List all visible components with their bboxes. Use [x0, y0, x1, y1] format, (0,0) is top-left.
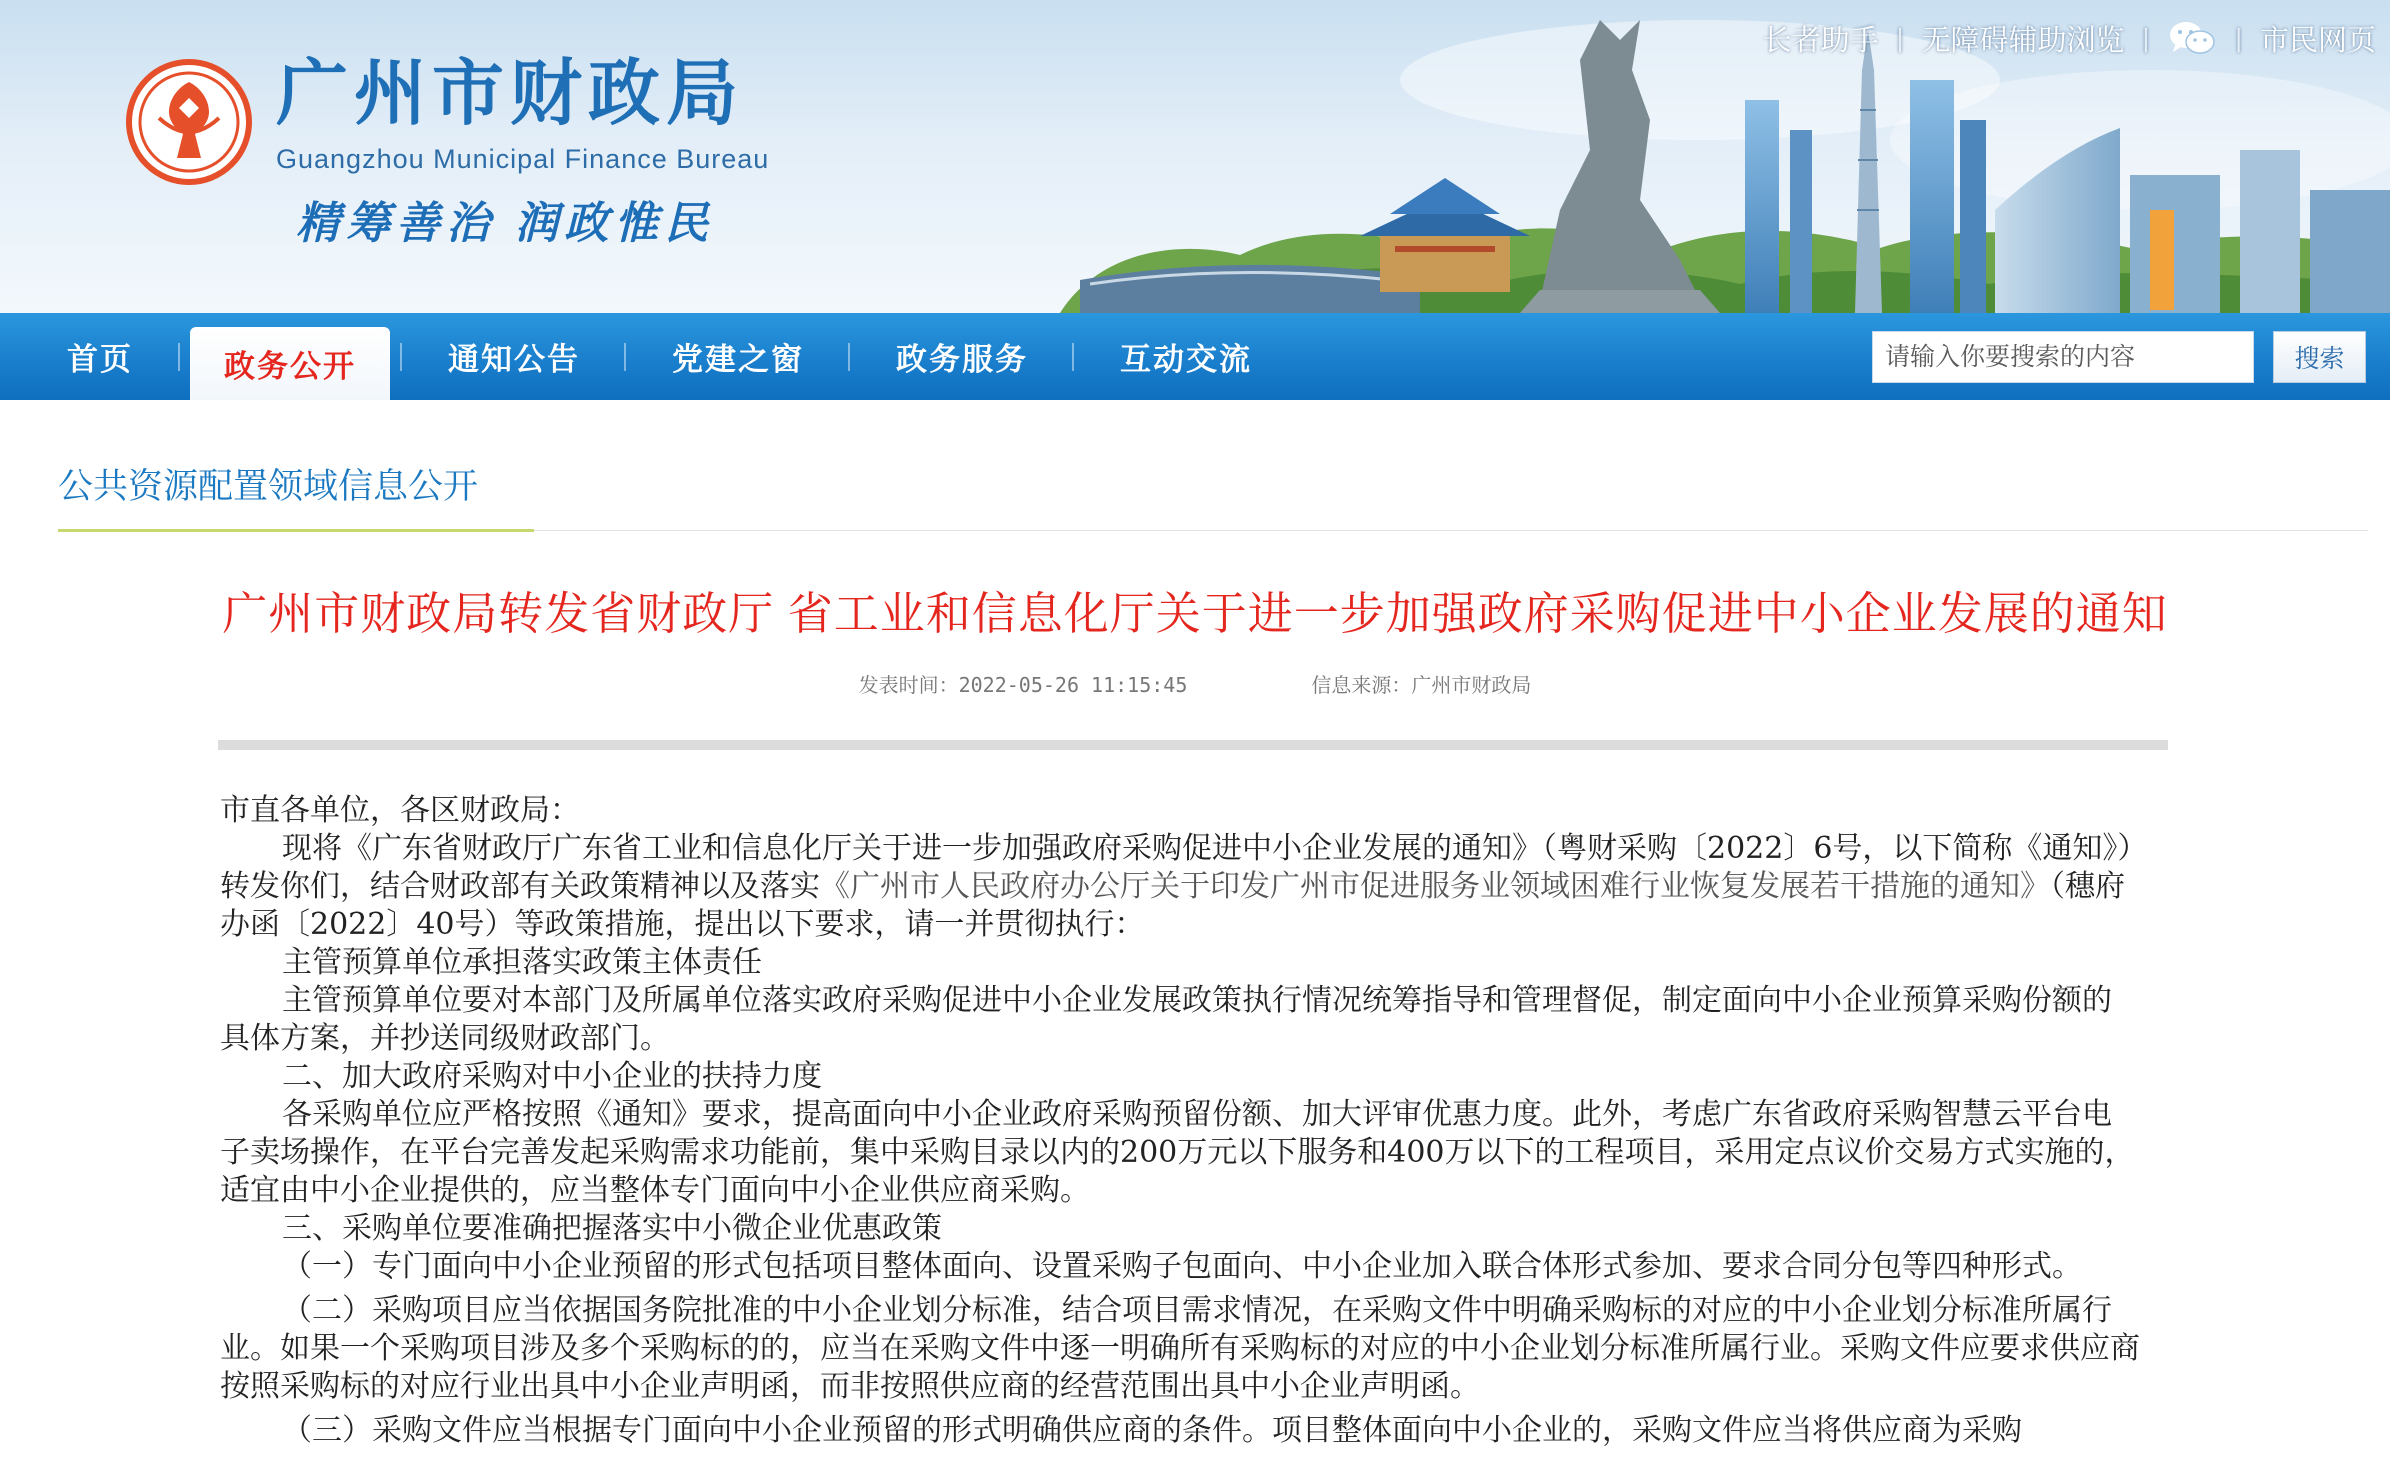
- paragraph: （三）采购文件应当根据专门面向中小企业预留的形式明确供应商的条件。项目整体面向中小企业的，采购文件应当将供应商为采购: [282, 1413, 2022, 1448]
- article-body: [220, 792, 2140, 1450]
- article-meta: [0, 675, 2390, 695]
- nav-divider: [848, 343, 850, 371]
- nav-divider: [624, 343, 626, 371]
- nav-item-gov-affairs-open[interactable]: 政务公开: [190, 327, 390, 400]
- search-button[interactable]: 搜索: [2273, 331, 2366, 383]
- logo-chinese-name: 广州市财政局: [276, 54, 745, 134]
- article-title: 广州市财政局转发省财政厅 省工业和信息化厅关于进一步加强政府采购促进中小企业发展的通知: [222, 588, 2168, 639]
- paragraph-text: （穗府办函〔2022〕40号）等政策措施，提出以下要求，请一并贯彻执行：: [220, 869, 2125, 942]
- paragraph: （一）专门面向中小企业预留的形式包括项目整体面向、设置采购子包面向、中小企业加入联合体形式参加、要求合同分包等四种形式。: [282, 1249, 2082, 1284]
- divider: |: [2235, 22, 2242, 53]
- salutation: 市直各单位，各区财政局：: [220, 793, 580, 828]
- city-emblem-icon: [125, 58, 253, 186]
- nav-divider: [400, 343, 402, 371]
- article-meta-divider: [218, 740, 2168, 750]
- elderly-assistant-link[interactable]: 长者助手: [1762, 24, 1879, 57]
- policy-document-link[interactable]: 《广州市人民政府办公厅关于印发广州市促进服务业领域困难行业恢复发展若干措施的通知》: [820, 869, 2050, 904]
- section-divider-accent: [58, 529, 534, 532]
- nav-item-party-building[interactable]: 党建之窗: [672, 342, 804, 377]
- search-input[interactable]: [1872, 331, 2254, 383]
- section-title[interactable]: 公共资源配置领域信息公开: [58, 467, 479, 506]
- slogan: 精筹善治 润政惟民: [296, 199, 715, 248]
- divider: |: [1896, 22, 1904, 53]
- subheading: 三、采购单位要准确把握落实中小微企业优惠政策: [282, 1211, 942, 1246]
- paragraph: [220, 830, 2140, 944]
- info-source: 信息来源：广州市财政局: [1311, 673, 1532, 697]
- nav-item-notices[interactable]: 通知公告: [448, 342, 580, 377]
- nav-item-interaction[interactable]: 互动交流: [1120, 342, 1252, 377]
- wechat-icon[interactable]: [2167, 18, 2217, 58]
- header-banner: [0, 0, 2390, 313]
- paragraph: 各采购单位应严格按照《通知》要求，提高面向中小企业政府采购预留份额、加大评审优惠力度。此外，考虑广东省政府采购智慧云平台电子卖场操作，在平台完善发起采购需求功能前，集中采购目录以内的200万元以下服务和400万以下的工程项目，采用定点议价交易方式实施的，适宜由中小企业提供的，应当整体专门面向中小企业供应商采购。: [220, 1097, 2135, 1208]
- paragraph-text: 现将《广东省财政厅广东省工业和信息化厅关于进一步加强政府采购促进中小企业发展的通知》（粤财采购〔2022〕6号，以下简称《通知》）转发你们，结合财政部有关政策精神以及落实: [220, 831, 2133, 904]
- nav-divider: [1072, 343, 1074, 371]
- subheading: 二、加大政府采购对中小企业的扶持力度: [282, 1059, 822, 1094]
- top-utility-links: [1763, 18, 2376, 58]
- nav-item-home[interactable]: 首页: [67, 342, 133, 377]
- accessibility-browse-link[interactable]: 无障碍辅助浏览: [1921, 24, 2125, 57]
- paragraph: （二）采购项目应当依据国务院批准的中小企业划分标准，结合项目需求情况，在采购文件中明确采购标的对应的中小企业划分标准所属行业。如果一个采购项目涉及多个采购标的的，应当在采购文件中逐一明确所有采购标的对应的中小企业划分标准所属行业。采购文件应要求供应商按照采购标的对应行业出具中小企业声明函，而非按照供应商的经营范围出具中小企业声明函。: [220, 1293, 2140, 1404]
- publish-time: 发表时间：2022-05-26 11:15:45: [858, 673, 1188, 697]
- paragraph: 主管预算单位要对本部门及所属单位落实政府采购促进中小企业发展政策执行情况统筹指导和管理督促，制定面向中小企业预算采购份额的具体方案，并抄送同级财政部门。: [220, 983, 2112, 1056]
- citizen-page-link[interactable]: 市民网页: [2259, 24, 2376, 57]
- logo-english-name: Guangzhou Municipal Finance Bureau: [276, 144, 770, 174]
- nav-item-gov-services[interactable]: 政务服务: [896, 342, 1028, 377]
- divider: |: [2142, 22, 2150, 53]
- nav-divider: [178, 343, 180, 371]
- subheading: 主管预算单位承担落实政策主体责任: [282, 945, 762, 980]
